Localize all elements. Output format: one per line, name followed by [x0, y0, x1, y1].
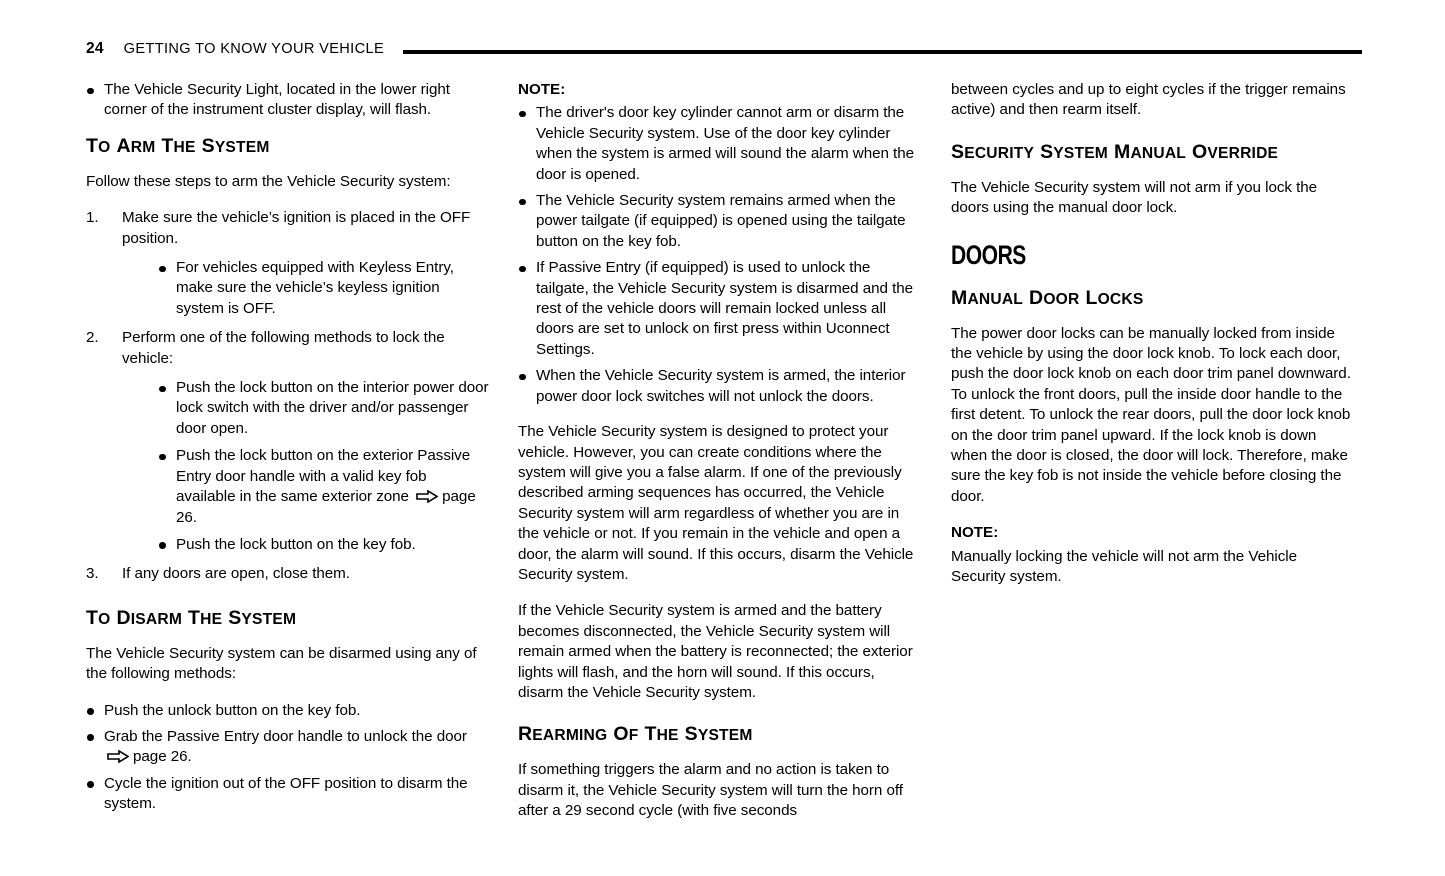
column-right: [951, 80, 1355, 588]
bullet-dot-icon: [519, 266, 526, 273]
bullet-dot-icon: [519, 374, 526, 381]
heading-part: HE: [656, 727, 679, 745]
heading-part: ANUAL: [967, 290, 1024, 308]
bullet-dot-icon: [519, 111, 526, 118]
list-item: [518, 366, 922, 407]
header-rule: [403, 50, 1362, 54]
bullet-dot-icon: [87, 734, 94, 741]
bullet-dot-icon: [87, 708, 94, 715]
list-item-text: Push the lock button on the interior power door lock switch with the driver and/or passenger door open.: [176, 379, 489, 437]
heading-rearming-of-the-system: [518, 723, 922, 747]
heading-part: T: [161, 134, 174, 157]
heading-part: O: [1192, 140, 1208, 163]
heading-manual-door-locks: [951, 287, 1355, 311]
heading-doors: DOORS: [951, 239, 1026, 270]
bullet-dot-icon: [519, 199, 526, 206]
note-label: NOTE:: [951, 524, 999, 542]
list-item: [86, 774, 490, 815]
arm-intro-paragraph: Follow these steps to arm the Vehicle Security system:: [86, 172, 451, 190]
disarm-methods-list: [86, 701, 490, 815]
heading-part: T: [86, 606, 99, 629]
list-item: [518, 103, 922, 185]
bullet-dot-icon: [159, 542, 166, 549]
list-item: [86, 80, 490, 121]
heading-part: YSTEM: [214, 138, 270, 156]
heading-part: F: [628, 727, 639, 745]
heading-security-system-manual-override: [951, 141, 1355, 165]
list-item-text: When the Vehicle Security system is armed, the interior power door lock switches will not unlock the doors.: [536, 367, 906, 405]
list-item: [86, 564, 490, 584]
list-item-text: If Passive Entry (if equipped) is used to unlock the tailgate, the Vehicle Security system is disarmed and the rest of the vehicle doors will remain locked unless all doors are set to unlock on first press within Uconnect Settings.: [536, 259, 914, 358]
list-item: [158, 378, 490, 439]
heading-part: OCKS: [1097, 290, 1144, 308]
override-paragraph: The Vehicle Security system will not arm if you lock the doors using the manual door lock.: [951, 178, 1318, 217]
heading-part: O: [98, 610, 111, 628]
arm-steps-list: [86, 208, 490, 585]
list-item-text: The Vehicle Security Light, located in the lower right corner of the instrument cluster display, will flash.: [104, 81, 450, 119]
heading-part: A: [116, 134, 131, 157]
bullet-dot-icon: [87, 781, 94, 788]
bullet-dot-icon: [159, 454, 166, 461]
heading-part: S: [1040, 140, 1054, 163]
step2-sub-list: [158, 378, 490, 555]
heading-part: ISARM: [130, 610, 183, 628]
intro-bullet-list: [86, 80, 490, 121]
heading-part: T: [644, 723, 657, 746]
bullet-dot-icon: [87, 88, 94, 95]
manual-locks-paragraph: The power door locks can be manually locked from inside the vehicle by using the door lock knob. To lock each door, push the door lock knob on each door trim panel downward. To unlock the front doors, pull the inside door handle to the first detent. To unlock the rear doors, pull the door lock knob on the door trim panel upward. If the lock knob is down when the door is closed, the door will lock. Therefore, make sure the key fob is not inside the vehicle before closing the door.: [951, 324, 1351, 505]
heading-part: HE: [173, 138, 196, 156]
heading-part: YSTEM: [241, 610, 297, 628]
list-item: [158, 535, 490, 555]
list-item: [158, 258, 490, 319]
note-label: NOTE:: [518, 81, 566, 98]
heading-part: M: [1114, 140, 1131, 163]
right-arrow-outline-icon: [107, 750, 129, 763]
battery-disconnect-paragraph: If the Vehicle Security system is armed and the battery becomes disconnected, the Vehicle Security system will remain armed when the battery is reconnected; the exterior lights will flash, and the horn will sound. If this occurs, disarm the Vehicle Security system.: [518, 602, 913, 701]
list-item: [158, 446, 490, 528]
bullet-dot-icon: [159, 266, 166, 273]
heading-part: S: [951, 140, 965, 163]
heading-part: D: [1029, 286, 1044, 309]
list-item: [86, 208, 490, 319]
xref-target-text: page 26.: [176, 488, 476, 526]
list-item-text: Push the lock button on the exterior Passive Entry door handle with a valid key fob available in the same exterior zone: [176, 447, 471, 506]
column-middle: [518, 80, 922, 822]
disarm-intro-paragraph: The Vehicle Security system can be disarmed using any of the following methods:: [86, 644, 477, 683]
heading-part: O: [98, 138, 111, 156]
heading-part: ECURITY: [964, 144, 1035, 162]
step-number: 3.: [86, 565, 99, 583]
step-number: 2.: [86, 329, 99, 347]
list-item-text: Perform one of the following methods to lock the vehicle:: [122, 329, 445, 367]
list-item-text: The driver's door key cylinder cannot arm or disarm the Vehicle Security system. Use of the door key cylinder when the system is armed will sound the alarm when the door is opened.: [536, 104, 915, 183]
xref-target-text: page 26.: [133, 748, 192, 766]
security-design-paragraph: The Vehicle Security system is designed to protect your vehicle. However, you can create conditions where the system will give you a false alarm. If one of the previously described arming sequences has occurred, the Vehicle Security system will arm regardless of whether you are in the vehicle or not. If you remain in the vehicle and open a door, the alarm will sound. If this occurs, disarm the Vehicle Security system.: [518, 423, 914, 583]
list-item-text: Make sure the vehicle’s ignition is placed in the OFF position.: [122, 209, 471, 247]
list-item: [518, 191, 922, 252]
heading-part: S: [201, 134, 215, 157]
list-item-text: If any doors are open, close them.: [122, 565, 350, 583]
rearming-paragraph: If something triggers the alarm and no action is taken to disarm it, the Vehicle Security system will turn the horn off after a 29 second cycle (with five seconds: [518, 761, 903, 820]
heading-part: M: [951, 286, 968, 309]
heading-to-arm-the-system: [86, 135, 490, 159]
heading-part: O: [613, 723, 629, 746]
list-item-text: For vehicles equipped with Keyless Entry, make sure the vehicle’s keyless ignition system is OFF.: [176, 259, 454, 317]
heading-part: OOR: [1043, 290, 1080, 308]
heading-part: R: [518, 723, 533, 746]
page-columns: [0, 80, 1445, 870]
list-item: [86, 328, 490, 555]
heading-part: T: [86, 134, 99, 157]
heading-part: S: [228, 606, 242, 629]
heading-part: YSTEM: [1053, 144, 1108, 162]
note-bullet-list: [518, 103, 922, 407]
page-header: [86, 37, 1362, 61]
heading-part: S: [684, 723, 698, 746]
heading-part: L: [1085, 286, 1098, 309]
list-item-text: Cycle the ignition out of the OFF position to disarm the system.: [104, 774, 468, 813]
list-item-text: Grab the Passive Entry door handle to unlock the door: [104, 727, 467, 745]
heading-part: D: [116, 606, 131, 629]
heading-part: VERRIDE: [1207, 144, 1279, 162]
list-item-text: Push the unlock button on the key fob.: [104, 701, 361, 719]
page-title: GETTING TO KNOW YOUR VEHICLE: [123, 40, 385, 57]
step-number: 1.: [86, 209, 99, 227]
heading-part: HE: [200, 610, 223, 628]
list-item-text: The Vehicle Security system remains armed when the power tailgate (if equipped) is opened using the tailgate button on the key fob.: [536, 192, 906, 250]
continued-paragraph: between cycles and up to eight cycles if the trigger remains active) and then rearm itself.: [951, 81, 1346, 119]
heading-part: ANUAL: [1130, 144, 1187, 162]
bullet-dot-icon: [159, 386, 166, 393]
note-paragraph: Manually locking the vehicle will not arm the Vehicle Security system.: [951, 547, 1297, 586]
column-left: [86, 80, 490, 829]
page-number: 24: [86, 40, 104, 58]
heading-part: EARMING: [532, 727, 608, 745]
heading-part: RM: [130, 138, 156, 156]
right-arrow-outline-icon: [416, 490, 438, 503]
heading-part: YSTEM: [697, 727, 753, 745]
heading-part: T: [188, 606, 201, 629]
step1-sub-list: [158, 258, 490, 319]
heading-to-disarm-the-system: [86, 607, 490, 631]
list-item: [86, 727, 490, 768]
list-item: [518, 258, 922, 360]
list-item: [86, 701, 490, 721]
list-item-text: Push the lock button on the key fob.: [176, 535, 416, 553]
